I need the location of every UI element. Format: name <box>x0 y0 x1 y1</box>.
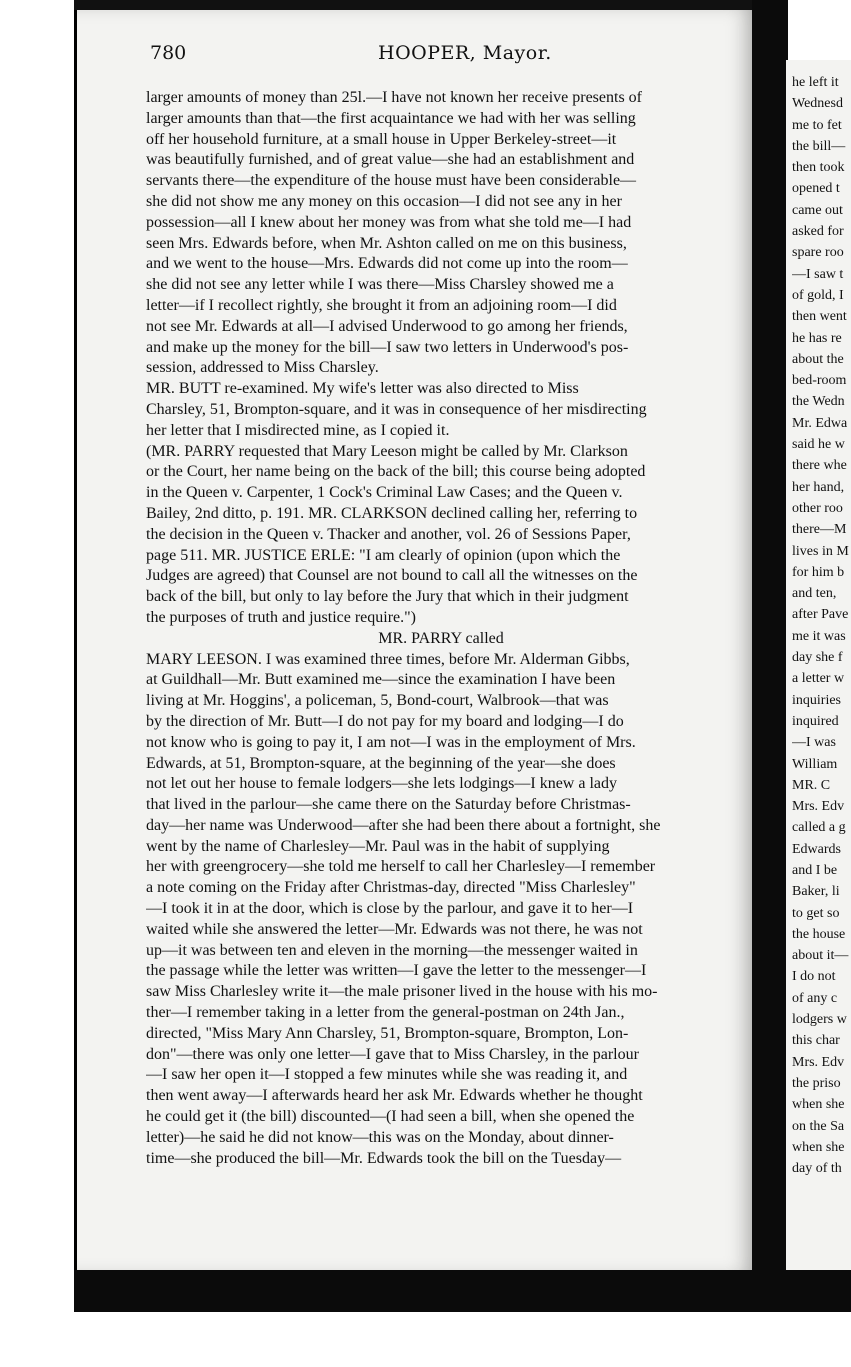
right-page-line: day of th <box>792 1161 842 1177</box>
right-page-line: her hand, <box>792 479 845 495</box>
right-page-line: bed-room <box>792 373 847 389</box>
right-page-line: day she f <box>792 650 843 666</box>
text-line: ther—I remember taking in a letter from the general-postman on 24th Jan., <box>146 1004 625 1022</box>
right-page-line: William <box>792 756 838 772</box>
text-line: her letter that I misdirected mine, as I copied it. <box>146 421 450 439</box>
right-page-line: —I was <box>792 735 836 751</box>
right-page-line: inquired <box>792 713 839 729</box>
text-line: waited while she answered the letter—Mr. Edwards was not there, he was not <box>146 920 643 938</box>
text-line: (MR. PARRY requested that Mary Leeson might be called by Mr. Clarkson <box>146 442 628 460</box>
text-line: servants there—the expenditure of the house must have been considerable— <box>146 172 637 190</box>
page-number: 780 <box>150 42 187 64</box>
right-page-line: there—M <box>792 522 847 538</box>
right-page-line: there whe <box>792 458 847 474</box>
right-page-line: to get so <box>792 905 840 921</box>
running-head: HOOPER, Mayor. <box>378 42 552 64</box>
right-page-line: this char <box>792 1033 840 1049</box>
text-line: session, addressed to Miss Charsley. <box>146 359 379 377</box>
right-page-line: when she <box>792 1139 845 1155</box>
text-line: MR. BUTT re-examined. My wife's letter was also directed to Miss <box>146 380 579 398</box>
text-line: larger amounts of money than 25l.—I have not known her receive presents of <box>146 89 642 106</box>
text-line: the decision in the Queen v. Thacker and another, vol. 26 of Sessions Paper, <box>146 525 631 543</box>
right-page-line: Mrs. Edv <box>792 799 845 815</box>
text-line: directed, "Miss Mary Ann Charsley, 51, Brompton-square, Brompton, Lon- <box>146 1024 629 1042</box>
right-page-line: called a g <box>792 820 846 836</box>
page-header <box>150 42 730 68</box>
right-page-line: opened t <box>792 181 840 197</box>
right-page-line: of gold, I <box>792 287 844 303</box>
text-line: or the Court, her name being on the back of the bill; this course being adopted <box>146 463 646 481</box>
text-line: —I saw her open it—I stopped a few minutes while she was reading it, and <box>146 1066 628 1084</box>
right-page-line: —I saw t <box>792 266 844 282</box>
right-page-line: me it was <box>792 628 846 644</box>
right-page-line: Mr. Edwa <box>792 415 848 431</box>
right-page-line: then took <box>792 160 845 176</box>
text-line: time—she produced the bill—Mr. Edwards took the bill on the Tuesday— <box>146 1149 622 1167</box>
right-page-line: he has re <box>792 330 842 346</box>
text-line: letter—if I recollect rightly, she brought it from an adjoining room—I did <box>146 296 617 314</box>
text-line: went by the name of Charlesley—Mr. Paul was in the habit of supplying <box>146 837 610 855</box>
right-page-line: asked for <box>792 224 844 240</box>
right-page-line: about it— <box>792 948 849 964</box>
scan-background <box>0 0 76 1367</box>
text-line: MARY LEESON. I was examined three times, before Mr. Alderman Gibbs, <box>146 650 630 668</box>
right-page-line: about the <box>792 351 844 367</box>
text-line: in the Queen v. Carpenter, 1 Cock's Criminal Law Cases; and the Queen v. <box>146 484 623 502</box>
text-line: living at Mr. Hoggins', a policeman, 5, Bond-court, Walbrook—that was <box>146 692 609 710</box>
right-page-line: the priso <box>792 1075 841 1091</box>
right-page-line: then went <box>792 309 847 325</box>
right-page-line: when she <box>792 1097 845 1113</box>
text-line: Charsley, 51, Brompton-square, and it was in consequence of her misdirecting <box>146 400 647 418</box>
right-page-line: Wednesd <box>792 96 843 112</box>
text-line: back of the bill, but only to lay before the Jury that which in their judgment <box>146 588 629 606</box>
text-line: possession—all I knew about her money was from what she told me—I had <box>146 213 632 231</box>
right-page-text <box>792 72 851 1179</box>
text-line: not let out her house to female lodgers—she lets lodgings—I knew a lady <box>146 775 618 793</box>
text-line: he could get it (the bill) discounted—(I had seen a bill, when she opened the <box>146 1108 635 1126</box>
book-gutter <box>752 0 788 1300</box>
text-line: by the direction of Mr. Butt—I do not pay for my board and lodging—I do <box>146 712 624 730</box>
text-line: she did not see any letter while I was there—Miss Charsley showed me a <box>146 276 614 294</box>
right-page-line: Edwards <box>792 841 841 857</box>
text-line: Edwards, at 51, Brompton-square, at the beginning of the year—she does <box>146 754 616 772</box>
text-line: —I took it in at the door, which is close by the parlour, and gave it to her—I <box>146 900 634 918</box>
right-page-line: lodgers w <box>792 1012 847 1028</box>
text-line: page 511. MR. JUSTICE ERLE: "I am clearly of opinion (upon which the <box>146 546 621 564</box>
right-page-line: the house <box>792 926 846 942</box>
text-line: not know who is going to pay it, I am not—I was in the employment of Mrs. <box>146 733 636 751</box>
right-page-line: lives in M <box>792 543 849 559</box>
right-page-line: spare roo <box>792 245 844 261</box>
text-line: letter)—he said he did not know—this was on the Monday, about dinner- <box>146 1128 614 1146</box>
text-line: her with greengrocery—she told me herself to call her Charlesley—I remember <box>146 858 656 876</box>
right-page-line: MR. C <box>792 777 831 793</box>
right-page-line: said he w <box>792 437 845 453</box>
text-line: then went away—I afterwards heard her ask Mr. Edwards whether he thought <box>146 1087 643 1105</box>
text-line: at Guildhall—Mr. Butt examined me—since the examination I have been <box>146 671 616 689</box>
text-line: was beautifully furnished, and of great value—she had an establishment and <box>146 151 635 169</box>
right-page-line: for him b <box>792 564 845 580</box>
right-page-line: and ten, <box>792 586 837 602</box>
right-page-line: came out <box>792 202 843 218</box>
text-line: a note coming on the Friday after Christmas-day, directed "Miss Charlesley" <box>146 879 636 897</box>
right-page-line: Mrs. Edv <box>792 1054 845 1070</box>
text-line: seen Mrs. Edwards before, when Mr. Ashton called on me on this business, <box>146 234 627 252</box>
right-page-line: me to fet <box>792 117 842 133</box>
text-line: the passage while the letter was written—I gave the letter to the messenger—I <box>146 962 647 980</box>
right-page-line: and I be <box>792 862 838 878</box>
right-page-line: a letter w <box>792 671 845 687</box>
text-line: off her household furniture, at a small house in Upper Berkeley-street—it <box>146 130 617 148</box>
right-page-line: inquiries <box>792 692 841 708</box>
right-page-line: the Wedn <box>792 394 845 410</box>
text-line: Judges are agreed) that Counsel are not bound to call all the witnesses on the <box>146 567 638 585</box>
right-page-line: after Pave <box>792 607 849 623</box>
right-page-line: Baker, li <box>792 884 840 900</box>
text-line: saw Miss Charlesley write it—the male prisoner lived in the house with his mo- <box>146 983 658 1001</box>
right-page-line: the bill— <box>792 138 846 154</box>
text-line: not see Mr. Edwards at all—I advised Underwood to go among her friends, <box>146 317 628 335</box>
text-line: MR. PARRY called <box>378 629 504 647</box>
right-page-line: of any c <box>792 990 838 1006</box>
text-line: up—it was between ten and eleven in the morning—the messenger waited in <box>146 941 638 959</box>
text-line: and we went to the house—Mrs. Edwards did not come up into the room— <box>146 255 628 273</box>
text-line: Bailey, 2nd ditto, p. 191. MR. CLARKSON declined calling her, referring to <box>146 504 638 522</box>
text-line: day—her name was Underwood—after she had been there about a fortnight, she <box>146 816 661 834</box>
right-page-line: I do not <box>792 969 836 985</box>
text-line: and make up the money for the bill—I saw two letters in Underwood's pos- <box>146 338 629 356</box>
scan-bottom-edge <box>74 1270 851 1312</box>
right-page-line: on the Sa <box>792 1118 845 1134</box>
right-page-line: he left it <box>792 75 839 90</box>
text-line: she did not show me any money on this occasion—I did not see any in her <box>146 192 622 210</box>
body-text <box>146 88 736 1169</box>
text-line: don"—there was only one letter—I gave that to Miss Charsley, in the parlour <box>146 1045 639 1063</box>
right-page-line: other roo <box>792 500 843 516</box>
text-line: larger amounts than that—the first acquaintance we had with her was selling <box>146 109 636 127</box>
text-line: that lived in the parlour—she came there on the Saturday before Christmas- <box>146 796 631 814</box>
text-line: the purposes of truth and justice require.") <box>146 608 417 626</box>
